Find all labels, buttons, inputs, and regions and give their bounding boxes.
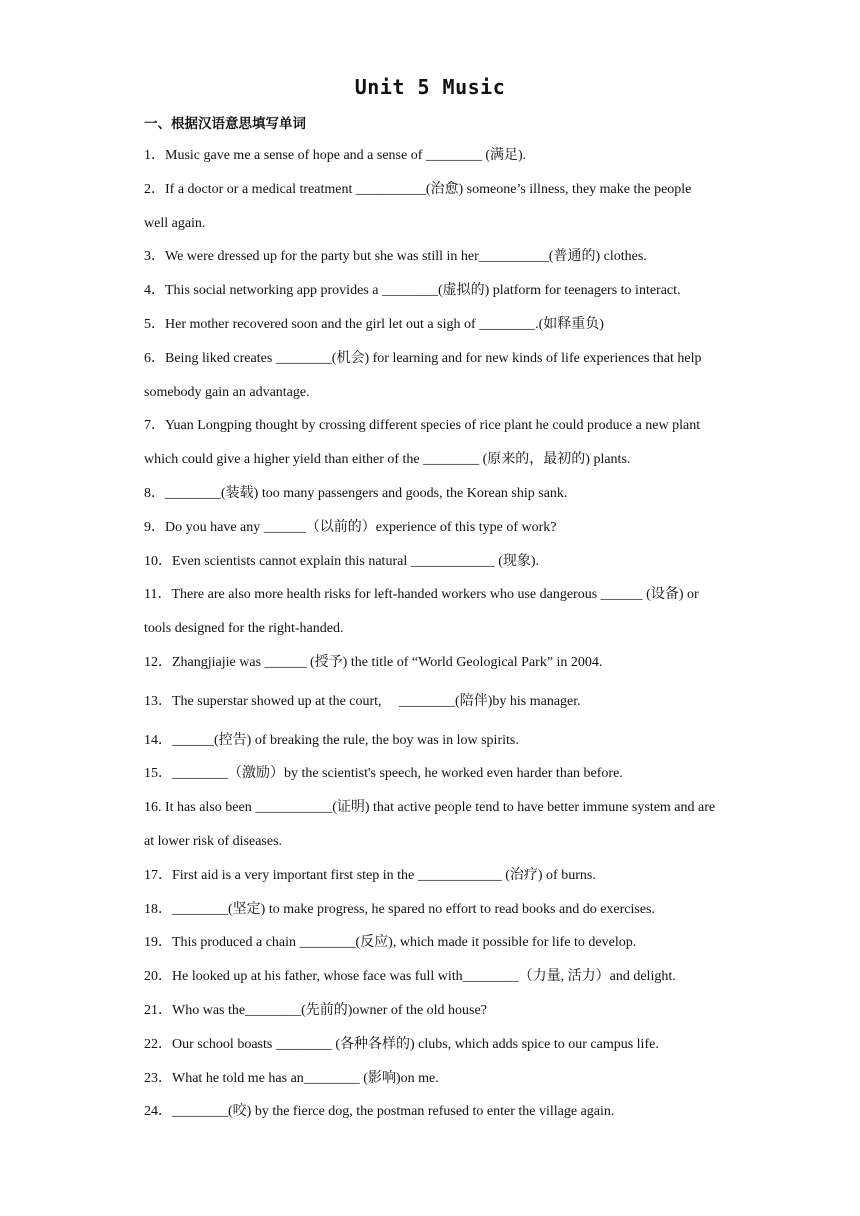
exercise-list [144,139,718,1129]
exercise-item-2: 2．If a doctor or a medical treatment __________(治愈) someone’s illness, they make the people well again. [144,181,692,231]
exercise-item-20: 20．He looked up at his father, whose face was full with________（力量, 活力）and delight. [144,969,676,985]
exercise-item-15: 15．________（激励）by the scientist's speech, he worked even harder than before. [144,766,623,782]
exercise-item-19: 19．This produced a chain ________(反应), which made it possible for life to develop. [144,935,637,951]
exercise-item-21: 21．Who was the________(先前的)owner of the old house? [144,1002,487,1018]
exercise-item-4: 4．This social networking app provides a ________(虚拟的) platform for teenagers to interact. [144,283,681,299]
exercise-item-3: 3．We were dressed up for the party but she was still in her__________(普通的) clothes. [144,249,647,265]
exercise-item-10: 10．Even scientists cannot explain this natural ____________ (现象). [144,553,540,569]
exercise-item-5: 5．Her mother recovered soon and the girl let out a sigh of ________.(如释重负) [144,316,604,332]
exercise-item-9: 9．Do you have any ______（以前的）experience of this type of work? [144,519,557,535]
exercise-item-24: 24．________(咬) by the fierce dog, the postman refused to enter the village again. [144,1104,615,1120]
page-title: Unit 5 Music [354,75,506,99]
exercise-item-22: 22．Our school boasts ________ (各种各样的) clubs, which adds spice to our campus life. [144,1036,659,1052]
exercise-item-12: 12．Zhangjiajie was ______ (授予) the title of “World Geological Park” in 2004. [144,654,603,670]
exercise-item-1: 1．Music gave me a sense of hope and a sense of ________ (满足). [144,148,527,163]
exercise-item-8: 8．________(装载) too many passengers and goods, the Korean ship sank. [144,485,568,501]
exercise-item-17: 17．First aid is a very important first step in the ____________ (治疗) of burns. [144,867,596,883]
section-heading: 一、根据汉语意思填写单词 [144,116,306,132]
exercise-item-18: 18．________(坚定) to make progress, he spared no effort to read books and do exercises. [144,901,655,917]
exercise-item-11: 11．There are also more health risks for left-handed workers who use dangerous ______ (设备) or tools designed for the right-handed. [144,587,699,637]
exercise-item-13: 13．The superstar showed up at the court, ________(陪伴)by his manager. [144,693,581,709]
exercise-item-7: 7．Yuan Longping thought by crossing different species of rice plant he could produce a new plant which could give a higher yield than either of the ________ (原来的，最初的) plants. [144,418,701,468]
exercise-item-23: 23．What he told me has an________ (影响)on me. [144,1070,439,1086]
exercise-item-14: 14．______(控告) of breaking the rule, the boy was in low spirits. [144,732,519,748]
exercise-item-16: 16. It has also been ___________(证明) that active people tend to have better immune system and are at lower risk of diseases. [144,800,716,849]
exercise-item-6: 6．Being liked creates ________(机会) for learning and for new kinds of life experiences that help somebody gain an advantage. [144,350,702,400]
